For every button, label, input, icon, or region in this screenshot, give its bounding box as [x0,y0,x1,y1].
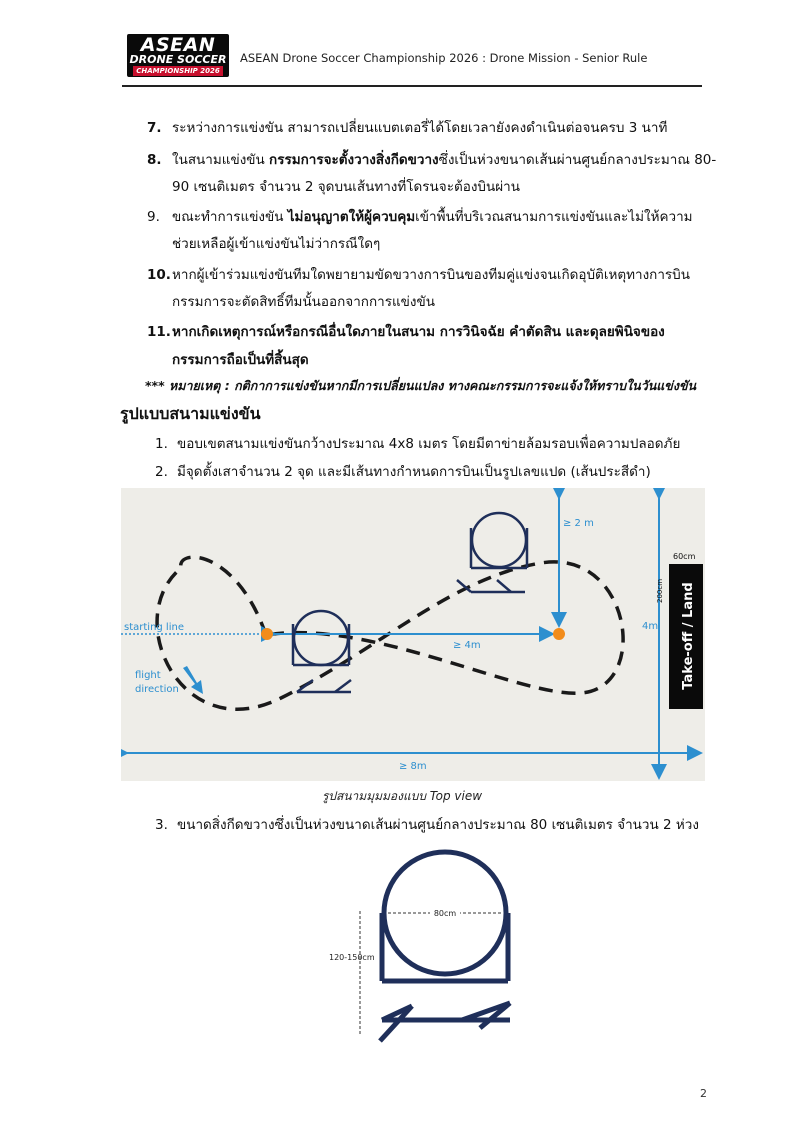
item-text-part: ซึ่งเป็นห่วงขนาดเส้นผ่านศูนย์กลางประมาณ 80- [438,152,717,168]
item-text: ระหว่างการแข่งขัน สามารถเปลี่ยนแบตเตอรี่ได้โดยเวลายังคงดำเนินต่อจนครบ 3 นาที [172,120,668,136]
flight-direction-label-2: direction [135,684,179,695]
pole-distance-label: ≥ 4m [453,640,481,651]
field-item-text: ขอบเขตสนามแข่งขันกว้างประมาณ 4x8 เมตร โดยมีตาข่ายล้อมรอบเพื่อความปลอดภัย [177,436,681,452]
pole-left [261,628,273,640]
item-text: หากผู้เข้าร่วมแข่งขันทีมใดพยายามขัดขวางการบินของทีมคู่แข่งจนเกิดอุบัติเหตุทางการบิน [172,267,690,283]
field-length-label: ≥ 8m [399,761,427,772]
field-diagram-caption: รูปสนามมุมมองแบบ Top view [321,789,483,803]
item-number: 7. [147,120,162,136]
field-item-text: มีจุดตั้งเสาจำนวน 2 จุด และมีเส้นทางกำหนดการบินเป็นรูปเลขแปด (เส้นประสีดำ) [177,464,651,480]
field-item-number: 2. [155,464,168,480]
gate-shape [380,852,510,1041]
field-item-text: ขนาดสิ่งกีดขวางซึ่งเป็นห่วงขนาดเส้นผ่านศูนย์กลางประมาณ 80 เซนติเมตร จำนวน 2 ห่วง [177,817,699,833]
field-item-number: 1. [155,436,168,452]
starting-line-label: starting line [124,622,184,633]
diameter-label: 80cm [433,909,457,918]
page-number: 2 [700,1087,707,1100]
item-text-bold: ไม่อนุญาตให้ผู้ควบคุม [287,209,416,225]
header-title: ASEAN Drone Soccer Championship 2026 : Drone Mission - Senior Rule [240,51,648,65]
field-width-label: 4m [642,621,659,632]
logo-line2: DRONE SOCCER [129,53,227,66]
item-number: 10. [147,267,171,283]
flight-direction-label-1: flight [135,670,161,681]
item-text-line2: ช่วยเหลือผู้เข้าแข่งขันไม่ว่ากรณีใดๆ [172,236,381,252]
field-top-view-diagram [121,488,705,781]
item-text: หากเกิดเหตุการณ์หรือกรณีอื่นใดภายในสนาม การวินิจฉัย คำตัดสิน และดุลยพินิจของ [172,324,665,340]
item-text [172,207,693,227]
item-text-line2: 90 เซนติเมตร จำนวน 2 จุดบนเส้นทางที่โดรนจะต้องบินผ่าน [172,179,520,195]
height-label: 120-150cm [329,953,375,962]
championship-logo [127,34,229,77]
rule-change-note: *** หมายเหตุ : กติกาการแข่งขันหากมีการเปลี่ยนแปลง ทางคณะกรรมการจะแจ้งให้ทราบในวันแข่งขัน [145,378,697,393]
item-text-part: ขณะทำการแข่งขัน [172,209,288,225]
field-item-number: 3. [155,817,168,833]
takeoff-land-label: Take-off / Land [681,582,696,690]
item-text-line2: กรรมการถือเป็นที่สิ้นสุด [172,352,309,368]
pole-right [553,628,565,640]
section-title: รูปแบบสนามแข่งขัน [120,404,261,423]
item-text [172,150,716,170]
item-text-part: ในสนามแข่งขัน [172,152,270,168]
gate-dimension-diagram [320,845,550,1045]
item-text-bold: กรรมการจะตั้งวางสิ่งกีดขวาง [269,152,439,168]
item-text-line2: กรรมการจะตัดสิทธิ์ทีมนั้นออกจากการแข่งขัน [172,294,435,310]
item-text-part: เข้าพื้นที่บริเวณสนามการแข่งขันและไม่ให้ความ [415,209,693,225]
item-number: 8. [147,152,162,168]
pad-width-label: 60cm [673,552,696,561]
logo-line1: ASEAN [140,34,216,56]
pole-to-edge-label: ≥ 2 m [563,518,594,529]
logo-line3: CHAMPIONSHIP 2026 [133,66,223,76]
item-number: 11. [147,324,171,340]
item-number: 9. [147,209,160,225]
header-divider [122,85,702,87]
pad-length-label: 200cm [656,578,664,604]
